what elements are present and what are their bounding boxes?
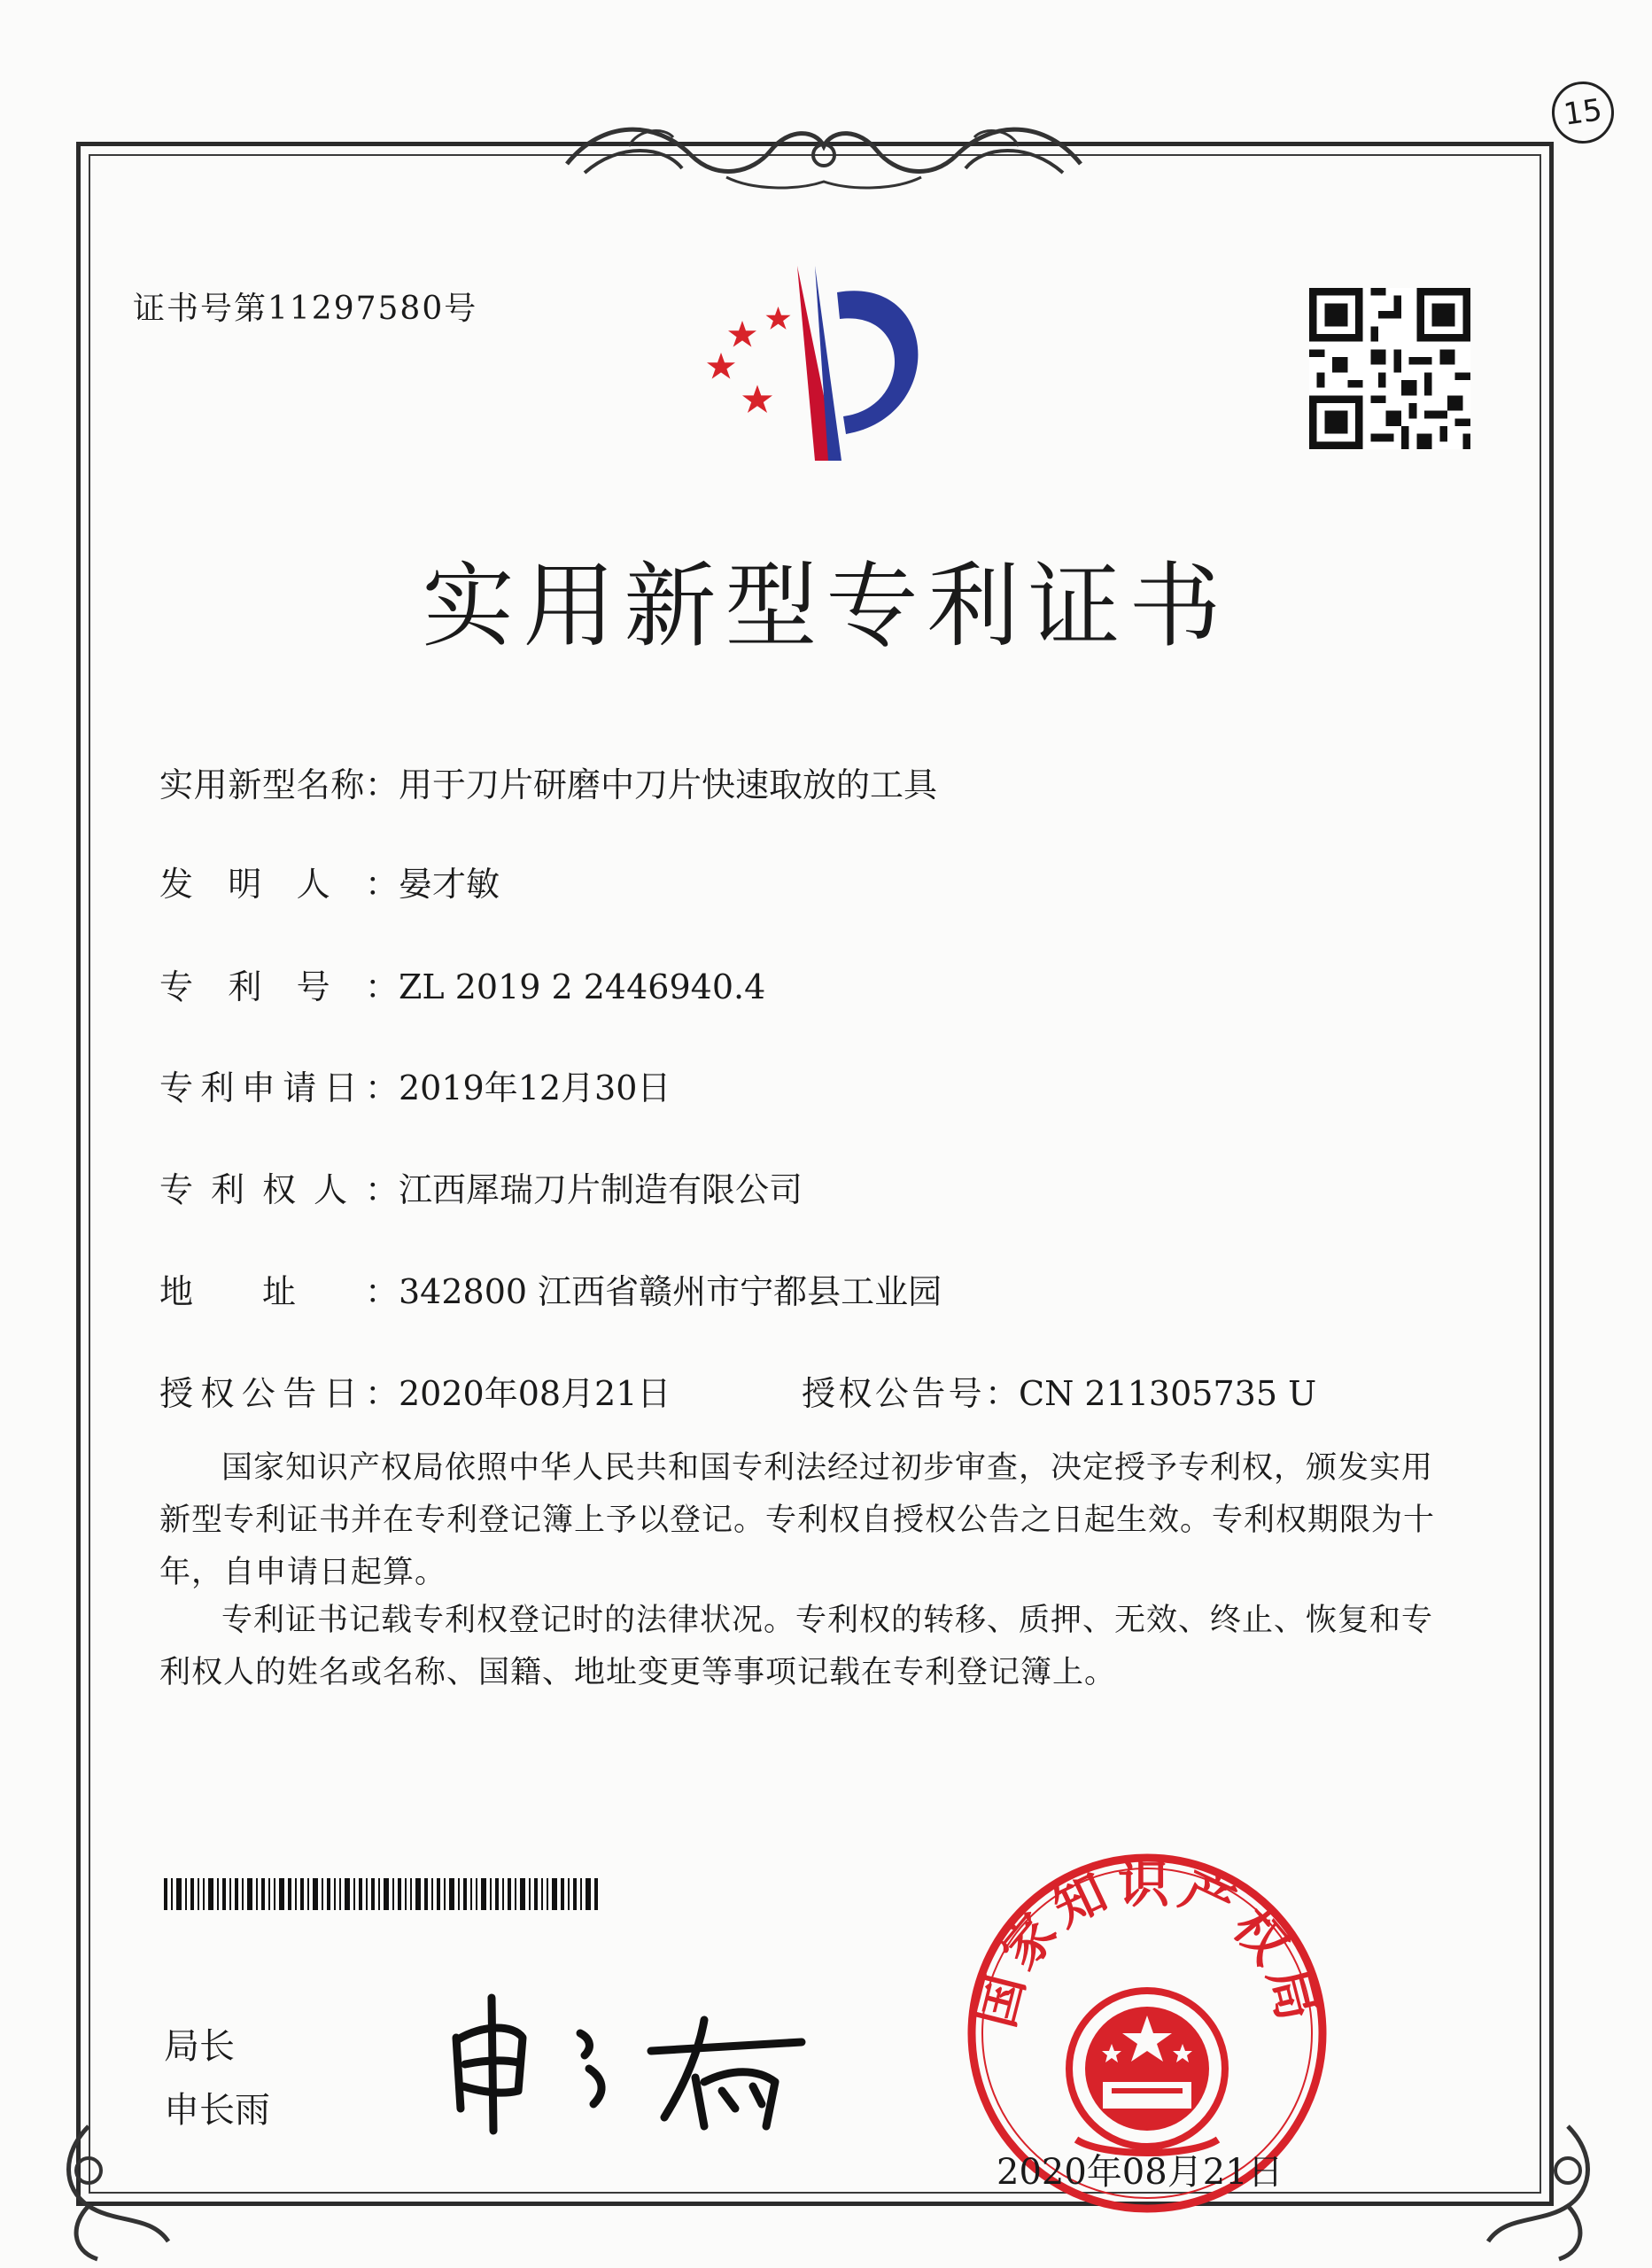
field-value: 江西犀瑞刀片制造有限公司 xyxy=(399,1170,803,1209)
body-paragraph-1: 国家知识产权局依照中华人民共和国专利法经过初步审查，决定授予专利权，颁发实用新型专利证书并在专利登记簿上予以登记。专利权自授权公告之日起生效。专利权期限为十年，自申请日起算。 xyxy=(159,1450,1436,1590)
field-value: 342800 江西省赣州市宁都县工业园 xyxy=(399,1272,942,1311)
field-label: 专利权人： xyxy=(159,1170,399,1209)
field-value: 用于刀片研磨中刀片快速取放的工具 xyxy=(399,765,938,804)
field-value: 2019年12月30日 xyxy=(399,1068,671,1107)
field-value: 2020年08月21日 xyxy=(399,1374,671,1413)
field-address xyxy=(159,1264,942,1313)
qr-code xyxy=(1309,288,1470,449)
bottom-left-ornament xyxy=(35,2117,195,2268)
director-name: 申长雨 xyxy=(164,2090,270,2131)
field-patentee xyxy=(159,1162,803,1211)
director-signature xyxy=(438,1984,810,2135)
field-label: 授权公告号： xyxy=(802,1374,1019,1413)
field-label: 实用新型名称： xyxy=(159,765,399,804)
field-label: 发明人： xyxy=(159,865,399,904)
field-utility-model-name xyxy=(159,757,937,806)
field-value: 晏才敏 xyxy=(399,865,500,904)
field-filing-date xyxy=(159,1060,671,1109)
field-grant-number xyxy=(802,1366,1316,1415)
body-paragraph-2: 专利证书记载专利权登记时的法律状况。专利权的转移、质押、无效、终止、恢复和专利权人的姓名或名称、国籍、地址变更等事项记载在专利登记簿上。 xyxy=(159,1603,1434,1690)
handwritten-page-number: 15 xyxy=(1547,77,1617,147)
field-inventor xyxy=(159,857,500,905)
field-label: 专利号： xyxy=(159,967,399,1006)
field-patent-number xyxy=(159,959,765,1008)
seal-text: 国家知识产权局 xyxy=(965,1853,1330,2034)
field-value: ZL 2019 2 2446940.4 xyxy=(399,967,766,1006)
field-label: 授权公告日： xyxy=(159,1374,399,1413)
seal-date: 2020年08月21日 xyxy=(997,2152,1284,2193)
director-title: 局长 xyxy=(164,2026,235,2067)
field-value: CN 211305735 U xyxy=(1019,1374,1317,1413)
certificate-number: 证书号第11297580号 xyxy=(133,291,478,327)
bottom-right-ornament xyxy=(1462,2117,1621,2268)
cnipa-logo xyxy=(682,257,948,470)
top-ornament xyxy=(549,102,1098,199)
field-grant-date xyxy=(159,1366,671,1415)
field-label: 地址： xyxy=(159,1272,399,1311)
barcode xyxy=(164,1878,598,1910)
certificate-title: 实用新型专利证书 xyxy=(422,552,1230,660)
field-label: 专利申请日： xyxy=(159,1068,399,1107)
svg-text:国家知识产权局 xyxy=(965,1854,1330,2033)
